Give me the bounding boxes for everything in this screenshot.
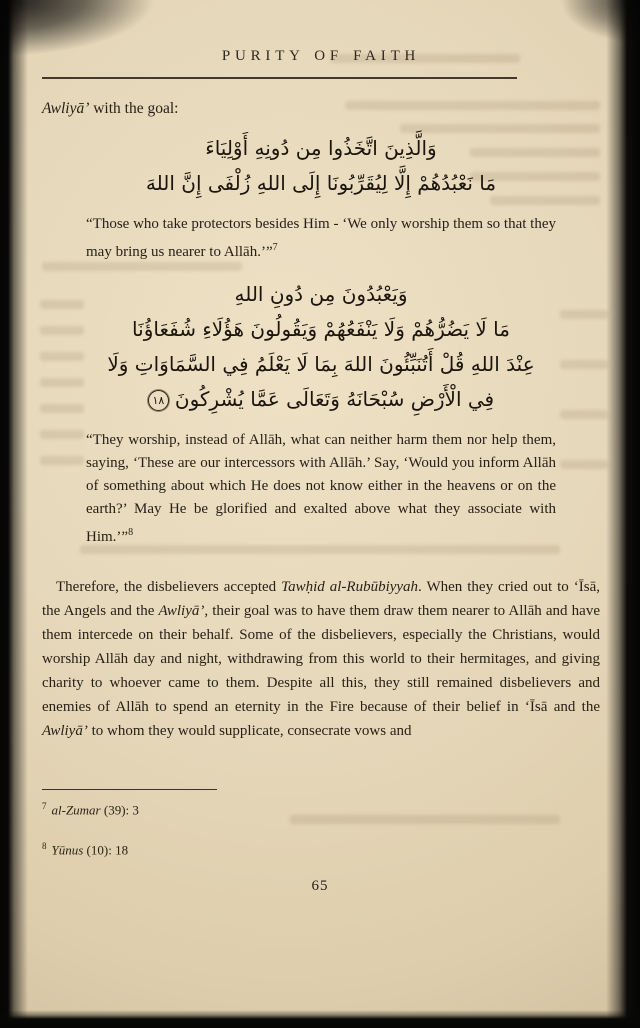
arabic-line: فِي الْأَرْضِ سُبْحَانَهُ وَتَعَالَى عَمَّا يُشْرِكُونَ١٨	[42, 382, 600, 417]
intro-line: Awliyā’ with the goal:	[42, 100, 179, 117]
footnote-ref: (10): 18	[83, 842, 129, 858]
arabic-quote-yunus	[42, 277, 600, 417]
translation-text: “Those who take protectors besides Him - ‘We only worship them so that they may bring us nearer to Allāh.’”	[86, 216, 556, 260]
arabic-line: عِنْدَ اللهِ قُلْ أَتُنَبِّئُونَ اللهَ بِمَا لَا يَعْلَمُ فِي السَّمَاوَاتِ وَلَا	[107, 352, 535, 376]
footnote-ref: (39): 3	[100, 802, 139, 818]
footnote-marker-7: 7	[272, 242, 278, 253]
footnote-separator-rule	[42, 789, 217, 790]
ayah-number-ornament: ١٨	[148, 390, 169, 411]
arabic-line: مَا نَعْبُدُهُمْ إِلَّا لِيُقَرِّبُونَا إِلَى اللهِ زُلْفَى إِنَّ اللهَ	[145, 171, 497, 195]
arabic-line: وَالَّذِينَ اتَّخَذُوا مِن دُونِهِ أَوْلِيَاءَ	[205, 136, 437, 160]
footnote-marker-8: 8	[128, 527, 134, 538]
footnote-number: 8	[42, 841, 47, 851]
body-paragraph: Therefore, the disbelievers accepted Tawḥid al-Rubūbiyyah. When they cried out to ‘Īsā, the Angels and the Awliyā’, their goal was to have them draw them nearer to Allāh and have them intercede on their behalf. Some of the disbelievers, especially the Christians, would worship Allāh day and night, withdrawing from this world to their hermitages, and giving charity to whoever came to them. Despite all this, they still remained disbelievers and enemies of Allāh to spend an eternity in the Fire because of their belief in ‘Īsā and the Awliyā’ to whom they would supplicate, consecrate vows and	[42, 579, 600, 739]
translation-zumar	[86, 213, 556, 264]
arabic-line: مَا لَا يَضُرُّهُمْ وَلَا يَنْفَعُهُمْ وَيَقُولُونَ هَؤُلَاءِ شُفَعَاؤُنَا	[132, 317, 510, 341]
running-header: PURITY OF FAITH	[221, 48, 421, 64]
page-number: 65	[311, 878, 329, 894]
arabic-line: وَيَعْبُدُونَ مِن دُونِ اللهِ	[234, 282, 408, 306]
header-rule	[42, 77, 517, 79]
footnote-yunus	[42, 841, 128, 858]
footnote-source: al-Zumar	[51, 802, 101, 818]
translation-text: “They worship, instead of Allāh, what can neither harm them nor help them, saying, ‘These are our intercessors with Allāh.’ Say, ‘Would you inform Allāh of something about which He does not know either in the heavens or on the earth?’ May He be glorified and exalted above what they associate with Him.’”	[86, 432, 556, 545]
footnote-source: Yūnus	[51, 842, 84, 858]
arabic-quote-zumar	[42, 131, 600, 201]
footnote-zumar	[42, 801, 139, 818]
footnote-number: 7	[42, 801, 47, 811]
translation-yunus	[86, 429, 556, 549]
